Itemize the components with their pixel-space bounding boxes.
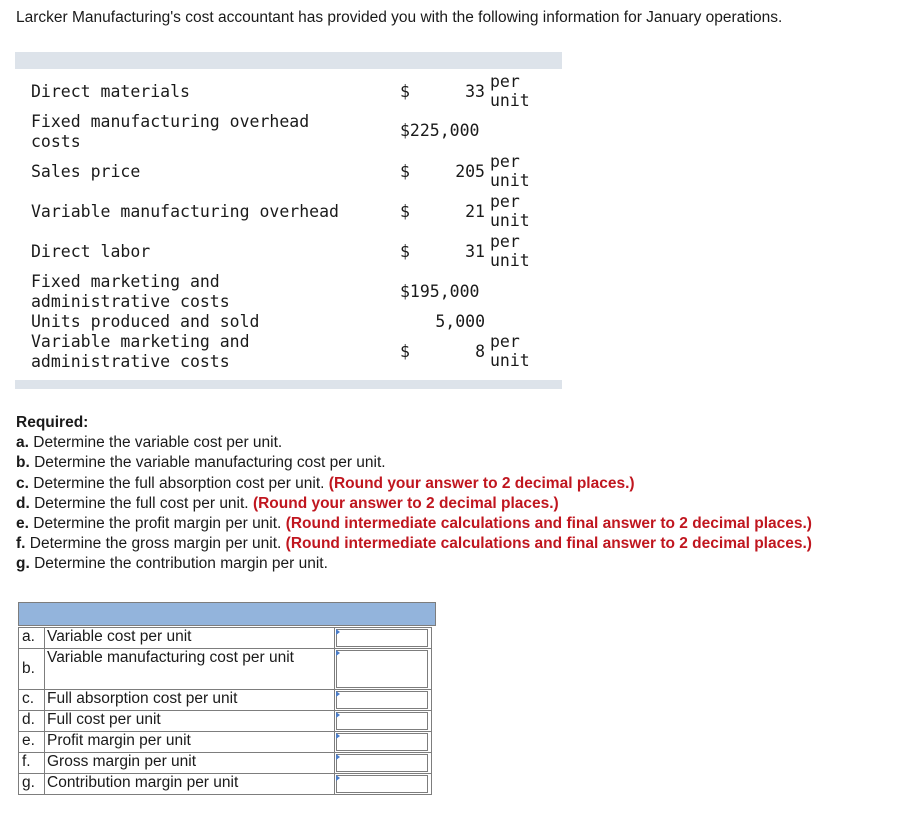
data-row-fixed-marketing-admin [15, 272, 562, 312]
data-row-direct-labor [15, 232, 562, 272]
answer-key: c. [19, 690, 45, 711]
input-marker-icon [336, 733, 340, 739]
input-marker-icon [336, 712, 340, 718]
cost-data-table [15, 52, 562, 389]
row-label: Sales price [31, 162, 141, 181]
answer-label: Contribution margin per unit [45, 774, 335, 795]
rounding-note: (Round intermediate calculations and final answer to 2 decimal places.) [285, 515, 812, 533]
input-marker-icon [336, 650, 340, 656]
required-part-e: e. Determine the profit margin per unit. (Round intermediate calculations and final answer to 2 decimal places.) [16, 515, 812, 533]
input-marker-icon [336, 754, 340, 760]
rounding-note: (Round your answer to 2 decimal places.) [252, 494, 559, 512]
required-title: Required: [16, 414, 89, 431]
required-part-b: b. Determine the variable manufacturing cost per unit. [16, 454, 386, 472]
answer-row-f [19, 753, 432, 774]
answer-label: Full cost per unit [45, 711, 335, 732]
data-row-units-produced-sold [15, 312, 562, 332]
row-dollar-sign: $ [400, 342, 410, 361]
answer-input-e[interactable] [336, 733, 428, 751]
row-label: Units produced and sold [31, 312, 260, 331]
input-marker-icon [336, 691, 340, 697]
row-label: Variable marketing and administrative costs [31, 332, 250, 371]
table-header-bar [15, 52, 562, 69]
answer-grid [18, 602, 436, 795]
answer-row-c [19, 690, 432, 711]
data-row-sales-price [15, 152, 562, 192]
required-part-g: g. Determine the contribution margin per unit. [16, 555, 328, 573]
answer-label: Profit margin per unit [45, 732, 335, 753]
row-amount: 21 [465, 202, 485, 221]
row-unit: per unit [490, 72, 530, 110]
answer-input-f[interactable] [336, 754, 428, 772]
row-label: Fixed manufacturing overhead costs [31, 112, 310, 151]
answer-key: f. [19, 753, 45, 774]
rounding-note: (Round your answer to 2 decimal places.) [328, 474, 635, 492]
answer-row-e [19, 732, 432, 753]
required-part-a: a. Determine the variable cost per unit. [16, 434, 283, 452]
row-unit: per unit [490, 232, 530, 270]
row-amount: 5,000 [435, 312, 485, 331]
intro-text: Larcker Manufacturing's cost accountant has provided you with the following information for January operations. [16, 9, 783, 26]
answer-key: e. [19, 732, 45, 753]
required-part-c: c. Determine the full absorption cost per unit. (Round your answer to 2 decimal places.) [16, 474, 635, 492]
answer-row-g [19, 774, 432, 795]
row-dollar-sign: $ [400, 242, 410, 261]
answer-key: b. [19, 649, 45, 690]
answer-key: d. [19, 711, 45, 732]
data-row-variable-manufacturing-overhead [15, 192, 562, 232]
data-row-direct-materials [15, 72, 562, 112]
rounding-note: (Round intermediate calculations and final answer to 2 decimal places.) [285, 535, 812, 553]
row-label: Variable manufacturing overhead [31, 202, 339, 221]
answer-input-d[interactable] [336, 712, 428, 730]
input-marker-icon [336, 629, 340, 635]
answer-label: Gross margin per unit [45, 753, 335, 774]
row-amount: 31 [465, 242, 485, 261]
row-dollar-sign: $ [400, 202, 410, 221]
row-amount: $195,000 [400, 282, 480, 301]
required-section [16, 413, 906, 575]
answer-grid-header [18, 602, 436, 626]
row-dollar-sign: $ [400, 162, 410, 181]
row-unit: per unit [490, 152, 530, 190]
input-marker-icon [336, 775, 340, 781]
table-footer-bar [15, 380, 562, 389]
row-amount: 205 [455, 162, 485, 181]
row-label: Direct labor [31, 242, 151, 261]
answer-label: Variable cost per unit [45, 628, 335, 649]
row-amount: 33 [465, 82, 485, 101]
answer-key: g. [19, 774, 45, 795]
answer-key: a. [19, 628, 45, 649]
row-amount: 8 [475, 342, 485, 361]
data-row-variable-marketing-admin [15, 332, 562, 372]
answer-input-g[interactable] [336, 775, 428, 793]
answer-row-d [19, 711, 432, 732]
answer-label: Full absorption cost per unit [45, 690, 335, 711]
row-label: Direct materials [31, 82, 190, 101]
row-label: Fixed marketing and administrative costs [31, 272, 230, 311]
answer-table [18, 627, 432, 795]
required-part-d: d. Determine the full cost per unit. (Round your answer to 2 decimal places.) [16, 494, 559, 512]
answer-row-a [19, 628, 432, 649]
answer-input-b[interactable] [336, 650, 428, 688]
data-row-fixed-manufacturing-overhead [15, 112, 562, 152]
row-unit: per unit [490, 192, 530, 230]
row-amount: $225,000 [400, 121, 480, 140]
row-unit: per unit [490, 332, 530, 370]
required-part-f: f. Determine the gross margin per unit. (Round intermediate calculations and final answer to 2 decimal places.) [16, 535, 812, 553]
row-dollar-sign: $ [400, 82, 410, 101]
answer-input-a[interactable] [336, 629, 428, 647]
answer-row-b [19, 649, 432, 690]
answer-label: Variable manufacturing cost per unit [45, 649, 335, 690]
answer-input-c[interactable] [336, 691, 428, 709]
